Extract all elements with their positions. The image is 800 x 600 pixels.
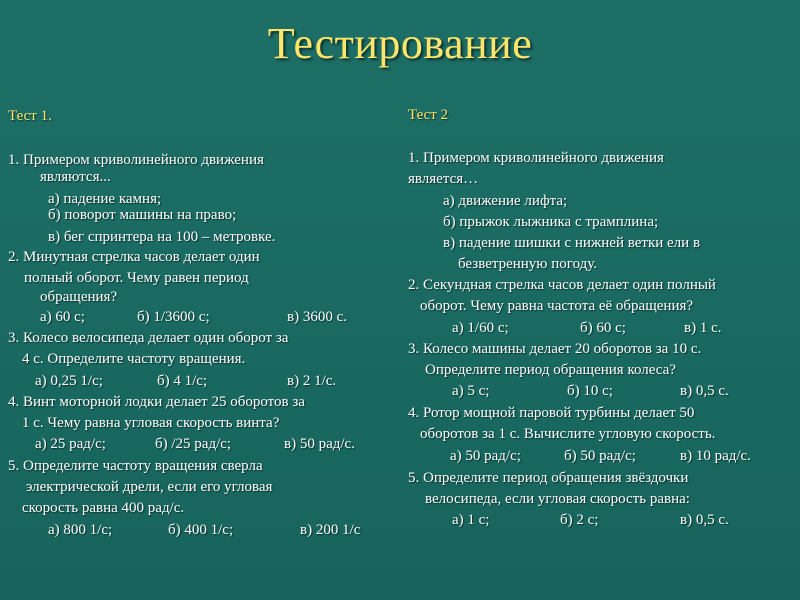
test-2-q2-answer-c: в) 1 с. <box>684 320 722 336</box>
test-1-q3-line-1: 3. Колесо велосипеда делает один оборот за <box>8 330 289 346</box>
test-1-q5-line-3: скорость равна 400 рад/с. <box>22 500 185 516</box>
test-2-q4-answer-c: в) 10 рад/с. <box>680 448 751 464</box>
test-1-q2-answer-a: а) 60 с; <box>40 309 85 325</box>
test-2-q3-answer-c: в) 0,5 с. <box>680 383 729 399</box>
test-1-q4-line-2: 1 с. Чему равна угловая скорость винта? <box>22 415 280 431</box>
test-2-q3-line-2: Определите период обращения колеса? <box>425 362 676 378</box>
test-2-q1-line-2: является… <box>408 171 479 187</box>
test-1-q5-answer-b: б) 400 1/с; <box>168 522 234 538</box>
test-2-q1-line-1: 1. Примером криволинейного движения <box>408 150 664 166</box>
test-2-q2-line-2: оборот. Чему равна частота её обращения? <box>420 298 694 314</box>
test-1-q3-answer-b: б) 4 1/с; <box>157 373 208 389</box>
test-2-q1-option-c: в) падение шишки с нижней ветки ели в <box>443 235 701 251</box>
test-1-q3-answer-c: в) 2 1/с. <box>287 373 337 389</box>
test-1-q1-option-b: б) поворот машины на право; <box>48 207 237 223</box>
test-1-q4-answer-a: а) 25 рад/с; <box>35 436 106 452</box>
test-1-q2-line-2: полный оборот. Чему равен период <box>24 270 249 286</box>
test-1-q1-line-1: 1. Примером криволинейного движения <box>8 152 264 168</box>
test-2-q4-line-2: оборотов за 1 с. Вычислите угловую скорость. <box>420 426 716 442</box>
test-1-q1-line-2: являются... <box>40 169 111 185</box>
slide-title: Тестирование <box>267 19 533 68</box>
test-1-q4-answer-c: в) 50 рад/с. <box>284 436 355 452</box>
test-2-q5-line-2: велосипеда, если угловая скорость равна: <box>425 491 690 507</box>
test-1-q1-option-a: а) падение камня; <box>48 191 162 207</box>
test-1-q3-answer-a: а) 0,25 1/с; <box>35 373 103 389</box>
test-2-q5-answer-c: в) 0,5 с. <box>680 512 729 528</box>
test-1-q2-answer-b: б) 1/3600 с; <box>137 309 210 325</box>
test-2-q2-answer-a: а) 1/60 с; <box>452 320 509 336</box>
test-2-q5-answer-a: а) 1 с; <box>452 512 490 528</box>
test-1-q2-line-3: обращения? <box>40 289 118 305</box>
test-1-q2-line-1: 2. Минутная стрелка часов делает один <box>8 249 260 265</box>
test-1-q5-answer-a: а) 800 1/с; <box>48 522 113 538</box>
test-2-q3-answer-b: б) 10 с; <box>567 383 613 399</box>
test-2-q1-option-b: б) прыжок лыжника с трамплина; <box>443 214 659 230</box>
test-2-q3-line-1: 3. Колесо машины делает 20 оборотов за 10 с. <box>408 341 702 357</box>
test-1-q4-line-1: 4. Винт моторной лодки делает 25 оборотов за <box>8 394 305 410</box>
test-2-q4-answer-b: б) 50 рад/с; <box>564 448 636 464</box>
test-2-q3-answer-a: а) 5 с; <box>452 383 490 399</box>
test-2-q2-line-1: 2. Секундная стрелка часов делает один полный <box>408 277 716 293</box>
test-1-q2-answer-c: в) 3600 с. <box>287 309 347 325</box>
test-1-q5-line-1: 5. Определите частоту вращения сверла <box>8 458 263 474</box>
test-2-q5-line-1: 5. Определите период обращения звёздочки <box>408 470 689 486</box>
test-2-q5-answer-b: б) 2 с; <box>560 512 599 528</box>
test-1-q5-answer-c: в) 200 1/с <box>300 522 361 538</box>
test-2-q4-answer-a: а) 50 рад/с; <box>450 448 521 464</box>
test-1-q4-answer-b: б) /25 рад/с; <box>155 436 232 452</box>
test-2-q1-option-a: а) движение лифта; <box>443 193 568 209</box>
test-1-heading: Тест 1. <box>8 108 52 124</box>
test-1-q3-line-2: 4 с. Определите частоту вращения. <box>22 351 246 367</box>
test-1-q5-line-2: электрической дрели, если его угловая <box>26 479 273 495</box>
test-2-q1-option-c-cont: безветренную погоду. <box>458 256 598 272</box>
test-2-heading: Тест 2 <box>408 107 449 123</box>
test-2-q2-answer-b: б) 60 с; <box>580 320 626 336</box>
test-2-q4-line-1: 4. Ротор мощной паровой турбины делает 50 <box>408 405 695 421</box>
test-1-q1-option-c: в) бег спринтера на 100 – метровке. <box>48 229 276 245</box>
